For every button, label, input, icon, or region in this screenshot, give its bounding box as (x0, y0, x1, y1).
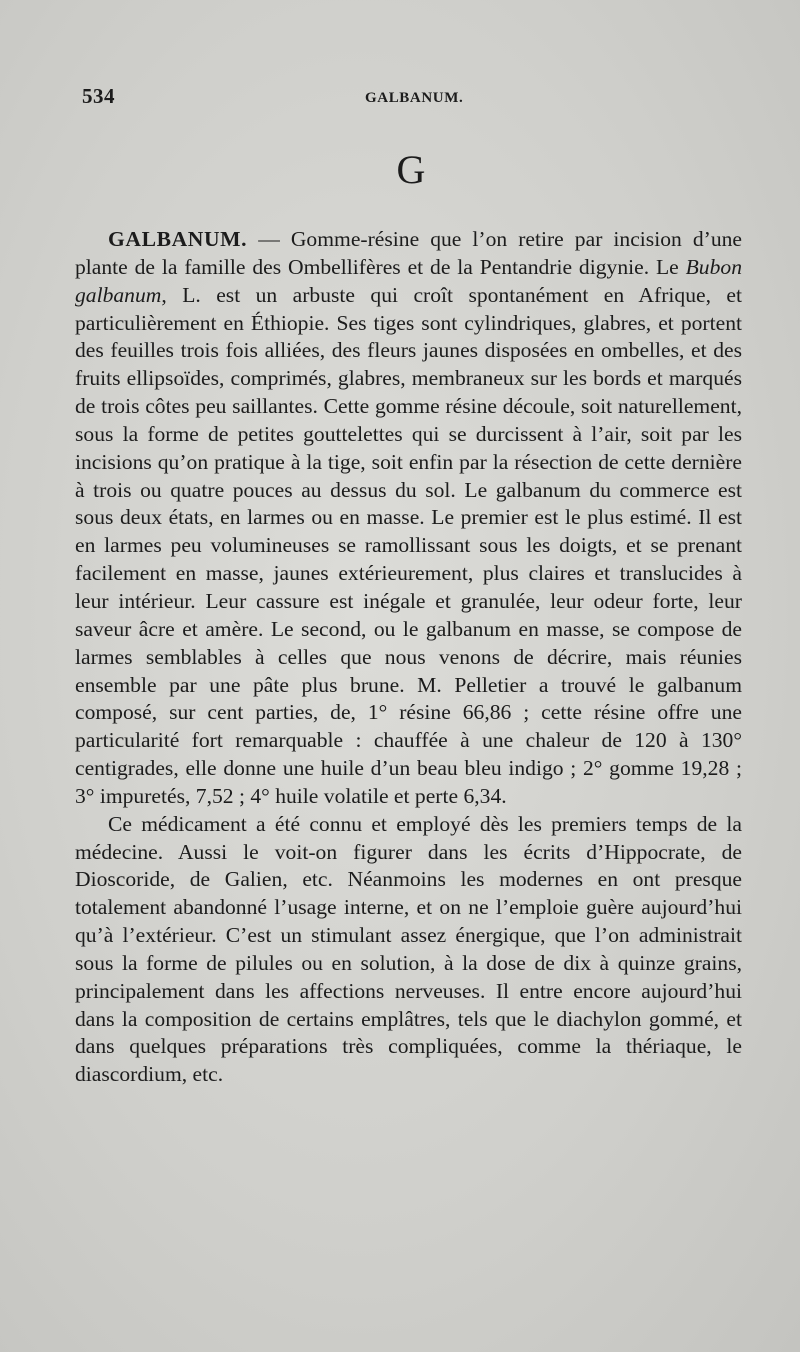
entry-headword: GALBANUM. (108, 227, 248, 251)
page-header (82, 84, 742, 114)
paragraph-1-text-b: , L. est un arbuste qui croît spontanément en Afrique, et particulièrement en Éthiopie. Ses tiges sont cylindriques, glabres, et portent des feuilles trois fois alliées, des fleurs jaunes disposées en ombelles, et des fruits ellipsoïdes, comprimés, glabres, membraneux sur les bords et marqués de trois côtes peu saillantes. Cette gomme résine découle, soit naturellement, sous la forme de petites gouttelettes qui se durcissent à l’air, soit par les incisions qu’on pratique à la tige, soit enfin par la résection de cette dernière à trois ou quatre pouces au dessus du sol. Le galbanum du commerce est sous deux états, en larmes ou en masse. Le premier est le plus estimé. Il est en larmes peu volumineuses se ramollissant sous les doigts, et se prenant facilement en masse, jaunes extérieurement, plus claires et translucides à leur intérieur. Leur cassure est inégale et granulée, leur odeur forte, leur saveur âcre et amère. Le second, ou le galbanum en masse, se compose de larmes semblables à celles que nous venons de décrire, mais réunies ensemble par une pâte plus brune. M. Pelletier a trouvé le galbanum composé, sur cent parties, de, 1° résine 66,86 ; cette résine offre une particularité fort remarquable : chauffée à une chaleur de 120 à 130° centigrades, elle donne une huile d’un beau bleu indigo ; 2° gomme 19,28 ; 3° impuretés, 7,52 ; 4° huile volatile et perte 6,34. (75, 282, 742, 808)
running-title: GALBANUM. (365, 90, 464, 106)
page-number: 534 (82, 84, 115, 108)
paragraph-1-text-a: — Gomme-résine que l’on retire par incision d’une plante de la famille des Ombellifères et de la Pentandrie digynie. Le (75, 227, 742, 279)
entry-body (75, 226, 742, 1089)
latin-name: Bubon galbanum (75, 254, 742, 307)
entry-paragraph-1 (75, 226, 742, 811)
section-letter: G (396, 147, 426, 192)
entry-paragraph-2: Ce médicament a été connu et employé dès les premiers temps de la médecine. Aussi le voit-on figurer dans les écrits d’Hippocrate, de Dioscoride, de Galien, etc. Néanmoins les modernes en ont presque totalement abandonné l’usage interne, et on ne l’emploie guère aujourd’hui qu’à l’extérieur. C’est un stimulant assez énergique, que l’on administrait sous la forme de pilules ou en solution, à la dose de dix à quinze grains, principalement dans les affections nerveuses. Il entre encore aujourd’hui dans la composition de certains emplâtres, tels que le diachylon gommé, et dans quelques préparations très compliquées, comme la thériaque, le diascordium, etc. (75, 811, 742, 1087)
